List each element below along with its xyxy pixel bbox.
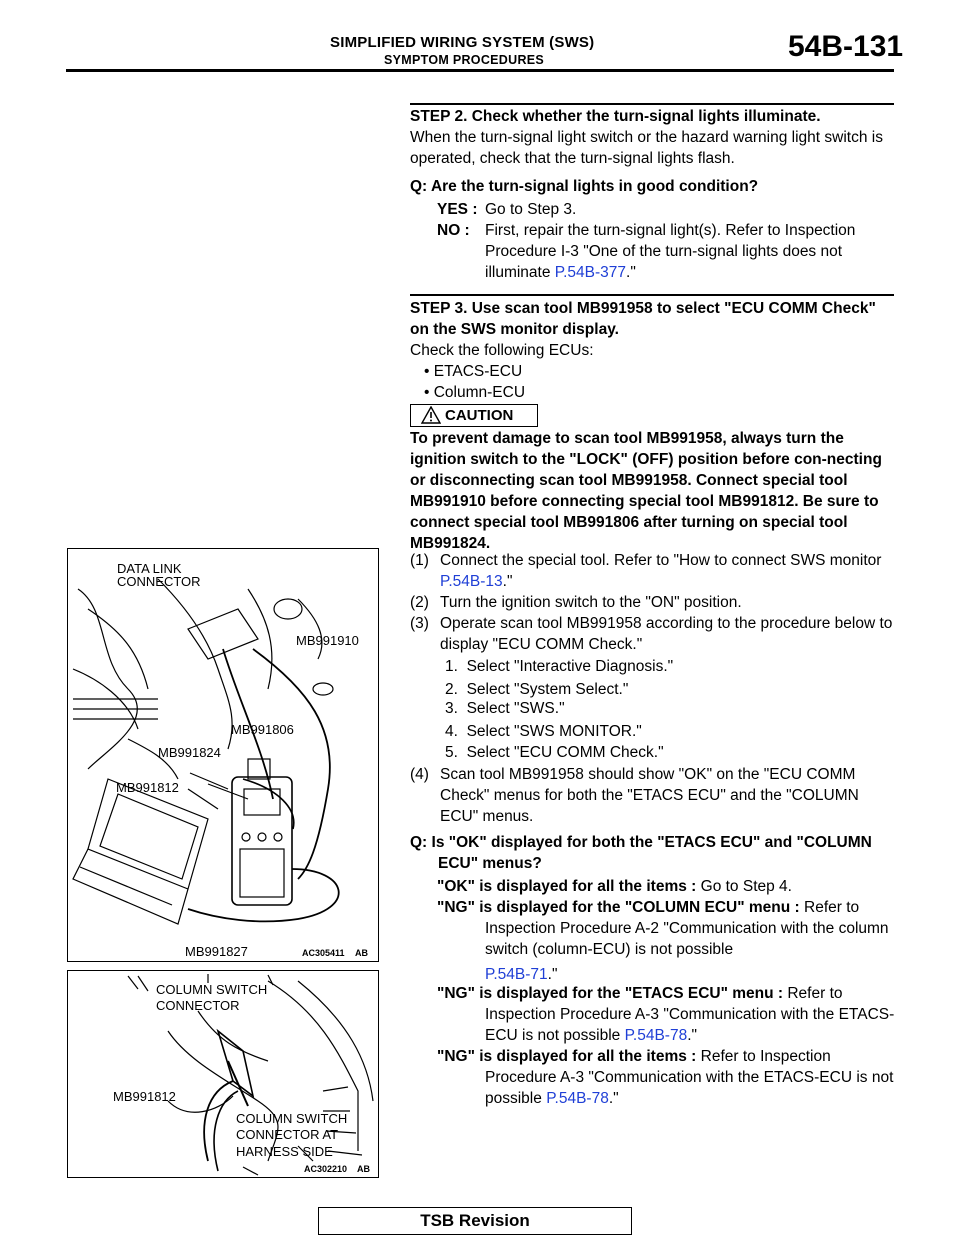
step3-heading: STEP 3. Use scan tool MB991958 to select "ECU COMM Check" on the SWS monitor display. [410, 300, 876, 338]
sub-step-1 [445, 656, 885, 677]
sub-step-num: 1. [445, 658, 458, 675]
sub-step-text: Select "System Select." [466, 681, 629, 698]
answer-ng-etacs [437, 983, 897, 1046]
step3-rule [410, 294, 894, 296]
label-dlc-1: DATA LINK [117, 561, 182, 576]
proc-num: (4) [410, 766, 429, 783]
header-rule [66, 69, 894, 72]
proc-1-tail: ." [502, 573, 513, 590]
sub-step-3 [445, 698, 885, 719]
step2-question: Q: Are the turn-signal lights in good condition? [410, 178, 759, 195]
step2-no [437, 220, 897, 283]
label-harness-2: CONNECTOR AT [236, 1127, 339, 1142]
step2-yes [437, 199, 897, 220]
sub-step-5 [445, 742, 885, 763]
step3-question-text: Q: Is "OK" displayed for both the "ETACS ECU" and "COLUMN ECU" menus? [410, 834, 872, 872]
proc-2-text: Turn the ignition switch to the "ON" position. [440, 594, 742, 611]
no-text-block [437, 220, 897, 283]
section-subtitle: SYMPTOM PROCEDURES [384, 53, 545, 67]
figure1-code: AC305411 [302, 948, 345, 958]
answer-ng-column [437, 897, 897, 985]
yes-text: Go to Step 3. [485, 201, 577, 218]
answer-ok-all [437, 876, 897, 897]
answer-label: "NG" is displayed for all the items : [437, 1048, 697, 1065]
scan-tool-illustration [68, 549, 378, 961]
answer-link[interactable]: P.54B-78 [546, 1090, 609, 1107]
answer-text: Refer to Inspection Procedure A-3 "Communication with the ETACS-ECU is not possible [485, 985, 895, 1044]
label-column-switch-1: COLUMN SWITCH [156, 982, 268, 997]
answer-label: "OK" is displayed for all the items : [437, 878, 697, 895]
sub-step-text: Select "SWS MONITOR." [466, 723, 642, 740]
tsb-revision-footer: TSB Revision [318, 1207, 632, 1235]
proc-2 [410, 592, 896, 613]
answer-label: "NG" is displayed for the "COLUMN ECU" menu : [437, 899, 800, 916]
caution-label: CAUTION [445, 407, 514, 424]
yes-label: YES : [437, 201, 478, 218]
figure1-code-suffix: AB [355, 948, 368, 958]
sub-step-4 [445, 721, 885, 742]
label-dlc-2: CONNECTOR [117, 574, 201, 589]
section-title: SIMPLIFIED WIRING SYSTEM (SWS) [330, 34, 595, 51]
sub-step-num: 3. [445, 700, 458, 717]
step2-rule [410, 103, 894, 105]
answer-tail: ." [687, 1027, 698, 1044]
figure2-code-suffix: AB [357, 1164, 370, 1174]
caution-box [410, 404, 538, 427]
answer-tail: ." [547, 966, 558, 983]
step3-intro: Check the following ECUs: [410, 342, 594, 359]
no-text: First, repair the turn-signal light(s). Refer to Inspection Procedure I-3 "One of the turn-signal lights does not illuminate [485, 222, 856, 281]
sub-step-text: Select "Interactive Diagnosis." [466, 658, 674, 675]
figure2-code: AC302210 [304, 1164, 348, 1174]
proc-4 [410, 764, 896, 827]
answer-text: Go to Step 4. [700, 878, 792, 895]
proc-3-text: Operate scan tool MB991958 according to the procedure below to display "ECU COMM Check." [440, 615, 893, 653]
label-harness-1: COLUMN SWITCH [236, 1111, 348, 1126]
label-column-switch-2: CONNECTOR [156, 998, 240, 1013]
sub-step-num: 2. [445, 681, 458, 698]
no-label: NO : [437, 222, 470, 239]
ecu-item-label: Column-ECU [433, 384, 526, 401]
caution-text: To prevent damage to scan tool MB991958, always turn the ignition switch to the "LOCK" (OFF) position before con-necting or disconnecting scan tool MB991958. Connect special tool MB991910 before connecting special tool MB991812. Be sure to connect special tool MB991806 after turning on special tool MB991824. [410, 430, 882, 552]
proc-1 [410, 550, 896, 592]
label-mb991806: MB991806 [231, 722, 294, 737]
ecu-item-label: ETACS-ECU [433, 363, 523, 380]
answer-text: Refer to Inspection Procedure A-3 "Communication with the ETACS-ECU is not possible [485, 1048, 894, 1107]
label-harness-3: HARNESS SIDE [236, 1144, 333, 1159]
step2-heading: STEP 2. Check whether the turn-signal lights illuminate. [410, 108, 821, 125]
label-mb991910: MB991910 [296, 633, 359, 648]
proc-4-text: Scan tool MB991958 should show "OK" on the "ECU COMM Check" menus for both the "ETACS ECU" and the "COLUMN ECU" menus. [440, 766, 859, 825]
answer-label: "NG" is displayed for the "ETACS ECU" menu : [437, 985, 784, 1002]
answer-ng-all [437, 1046, 897, 1109]
answer-link[interactable]: P.54B-71 [485, 966, 548, 983]
answer-text: Refer to Inspection Procedure A-2 "Communication with the column switch (column-ECU) is not possible [485, 899, 889, 958]
warning-icon [421, 406, 441, 424]
proc-num: (2) [410, 594, 429, 611]
proc-1-text: Connect the special tool. Refer to "How to connect SWS monitor [440, 552, 882, 569]
ecu-list [424, 361, 910, 403]
page-number: 54B-131 [788, 30, 904, 63]
label-mb991824: MB991824 [158, 745, 221, 760]
proc-num: (3) [410, 615, 429, 632]
label-mb991812: MB991812 [113, 1089, 176, 1104]
label-mb991812: MB991812 [116, 780, 179, 795]
sub-step-num: 4. [445, 723, 458, 740]
step2-body: When the turn-signal light switch or the hazard warning light switch is operated, check that the turn-signal lights flash. [410, 129, 883, 167]
ecu-item-column: • Column-ECU [424, 384, 526, 401]
figure-scan-tool-connection [67, 548, 379, 962]
sub-step-2 [445, 679, 885, 700]
label-mb991827: MB991827 [185, 944, 248, 959]
proc-1-link[interactable]: P.54B-13 [440, 573, 503, 590]
step3-question [410, 832, 896, 874]
ecu-item-etacs: • ETACS-ECU [424, 363, 523, 380]
figure-column-switch-connector [67, 970, 379, 1178]
sub-step-text: Select "ECU COMM Check." [466, 744, 664, 761]
sub-step-text: Select "SWS." [466, 700, 565, 717]
proc-3 [410, 613, 896, 655]
proc-num: (1) [410, 552, 429, 569]
answer-link[interactable]: P.54B-78 [624, 1027, 688, 1044]
no-tail: ." [626, 264, 636, 281]
answer-tail: ." [608, 1090, 619, 1107]
column-switch-illustration [68, 971, 378, 1177]
no-link[interactable]: P.54B-377 [554, 264, 627, 281]
sub-step-num: 5. [445, 744, 458, 761]
